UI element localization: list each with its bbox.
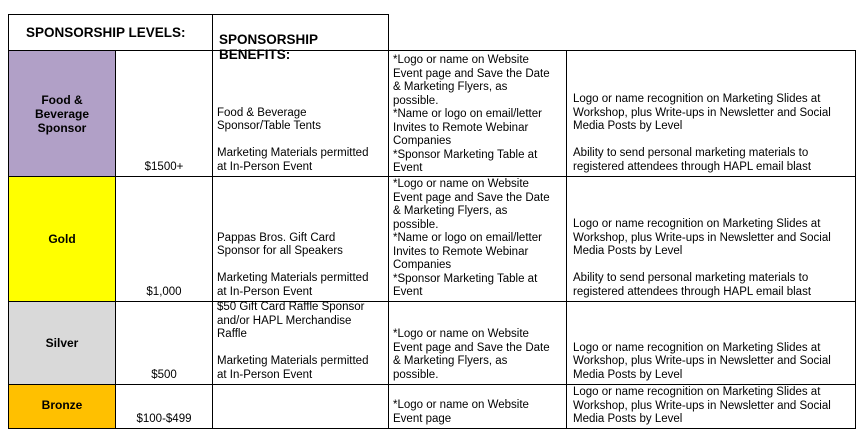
website-silver: *Logo or name on Website Event page and Save the Date & Marketing Flyers, as possible. (388, 301, 567, 385)
level-silver: Silver (8, 301, 116, 385)
header-benefits (212, 14, 389, 62)
recognition-silver: Logo or name recognition on Marketing Slides at Workshop, plus Write-ups in Newsletter and Social Media Posts by Level (566, 301, 856, 385)
price-bronze: $100-$499 (115, 384, 213, 429)
recognition-gold: Logo or name recognition on Marketing Slides at Workshop, plus Write-ups in Newsletter and Social Media Posts by Level Ability to send personal marketing materials to registered attendees through HAPL email blast (566, 176, 856, 302)
header-levels-label: SPONSORSHIP LEVELS: (26, 25, 186, 40)
benefit-gold: Pappas Bros. Gift Card Sponsor for all Speakers Marketing Materials permitted at In-Person Event (212, 176, 389, 302)
recognition-bronze: Logo or name recognition on Marketing Slides at Workshop, plus Write-ups in Newsletter and Social Media Posts by Level (566, 384, 856, 429)
recognition-food-beverage: Logo or name recognition on Marketing Slides at Workshop, plus Write-ups in Newsletter and Social Media Posts by Level Ability to send personal marketing materials to registered attendees through HAPL email blast (566, 50, 856, 177)
level-gold: Gold (8, 176, 116, 302)
benefit-silver: $50 Gift Card Raffle Sponsor and/or HAPL Merchandise Raffle Marketing Materials permitted at In-Person Event (212, 301, 389, 385)
benefit-bronze (212, 384, 389, 429)
website-bronze: *Logo or name on Website Event page (388, 384, 567, 429)
header-benefits-label: SPONSORSHIP BENEFITS: (219, 32, 318, 62)
level-bronze: Bronze (8, 384, 116, 429)
website-food-beverage: *Logo or name on Website Event page and Save the Date & Marketing Flyers, as possible. *Name or logo on email/letter Invites to Remote Webinar Companies *Sponsor Marketing Table at Event (388, 50, 567, 177)
price-gold: $1,000 (115, 176, 213, 302)
header-levels (8, 14, 213, 51)
price-silver: $500 (115, 301, 213, 385)
website-gold: *Logo or name on Website Event page and Save the Date & Marketing Flyers, as possible. *Name or logo on email/letter Invites to Remote Webinar Companies *Sponsor Marketing Table at Event (388, 176, 567, 302)
price-food-beverage: $1500+ (115, 50, 213, 177)
benefit-food-beverage: Food & Beverage Sponsor/Table Tents Marketing Materials permitted at In-Person Event (212, 50, 389, 177)
level-food-beverage: Food & Beverage Sponsor (8, 50, 116, 177)
